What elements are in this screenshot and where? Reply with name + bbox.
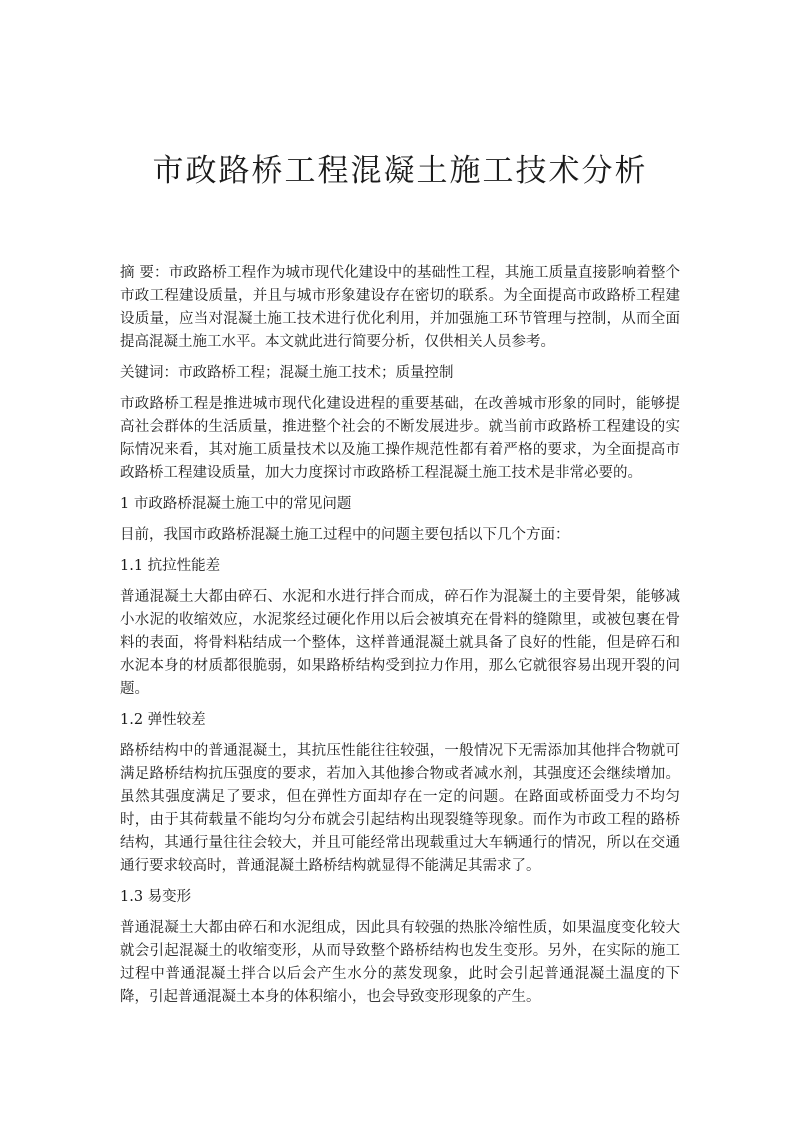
section-1-1-text: 普通混凝土大都由碎石、水泥和水进行拌合而成，碎石作为混凝土的主要骨架，能够减小水泥的收缩效应，水泥浆经过硬化作用以后会被填充在骨料的缝隙里，或被包裹在骨料的表面，将骨料粘结成一个整体，这样普通混凝土就具备了良好的性能，但是碎石和水泥本身的材质都很脆弱，如果路桥结构受到拉力作用，那么它就很容易出现开裂的问题。: [120, 589, 680, 697]
document-title: 市政路桥工程混凝土施工技术分析: [152, 153, 648, 189]
document-body: [120, 262, 680, 1017]
section-1-2-heading: 1.2 弹性较差: [120, 712, 206, 728]
keywords-label: 关键词：: [120, 365, 178, 381]
abstract-label: 摘 要：: [120, 265, 169, 281]
section-1-3-heading: 1.3 易变形: [120, 889, 192, 905]
section-1-heading: 1 市政路桥混凝土施工中的常见问题: [120, 496, 352, 512]
abstract: [120, 262, 680, 354]
intro-paragraph: 市政路桥工程是推进城市现代化建设进程的重要基础，在改善城市形象的同时，能够提高社会群体的生活质量，推进整个社会的不断发展进步。就当前市政路桥工程建设的实际情况来看，其对施工质量技术以及施工操作规范性都有着严格的要求，为全面提高市政路桥工程建设质量，加大力度探讨市政路桥工程混凝土施工技术是非常必要的。: [120, 396, 680, 481]
section-1-1-heading: 1.1 抗拉性能差: [120, 558, 221, 574]
section-1-intro: 目前，我国市政路桥混凝土施工过程中的问题主要包括以下几个方面：: [120, 527, 570, 543]
keywords-text: 市政路桥工程；混凝土施工技术；质量控制: [178, 365, 454, 381]
section-1-2-text: 路桥结构中的普通混凝土，其抗压性能往往较强，一般情况下无需添加其他拌合物就可满足路桥结构抗压强度的要求，若加入其他掺合物或者减水剂，其强度还会继续增加。虽然其强度满足了要求，但在弹性方面却存在一定的问题。在路面或桥面受力不均匀时，由于其荷载量不能均匀分布就会引起结构出现裂缝等现象。而作为市政工程的路桥结构，其通行量往往会较大，并且可能经常出现载重过大车辆通行的情况，所以在交通通行要求较高时，普通混凝土路桥结构就显得不能满足其需求了。: [120, 743, 680, 874]
section-1-3-text: 普通混凝土大都由碎石和水泥组成，因此具有较强的热胀冷缩性质，如果温度变化较大就会引起混凝土的收缩变形，从而导致整个路桥结构也发生变形。另外，在实际的施工过程中普通混凝土拌合以后会产生水分的蒸发现象，此时会引起普通混凝土温度的下降，引起普通混凝土本身的体积缩小，也会导致变形现象的产生。: [120, 920, 680, 1005]
abstract-text: 市政路桥工程作为城市现代化建设中的基础性工程，其施工质量直接影响着整个市政工程建设质量，并且与城市形象建设存在密切的联系。为全面提高市政路桥工程建设质量，应当对混凝土施工技术进行优化利用，并加强施工环节管理与控制，从而全面提高混凝土施工水平。本文就此进行简要分析，仅供相关人员参考。: [120, 265, 681, 350]
keywords: [120, 362, 680, 385]
